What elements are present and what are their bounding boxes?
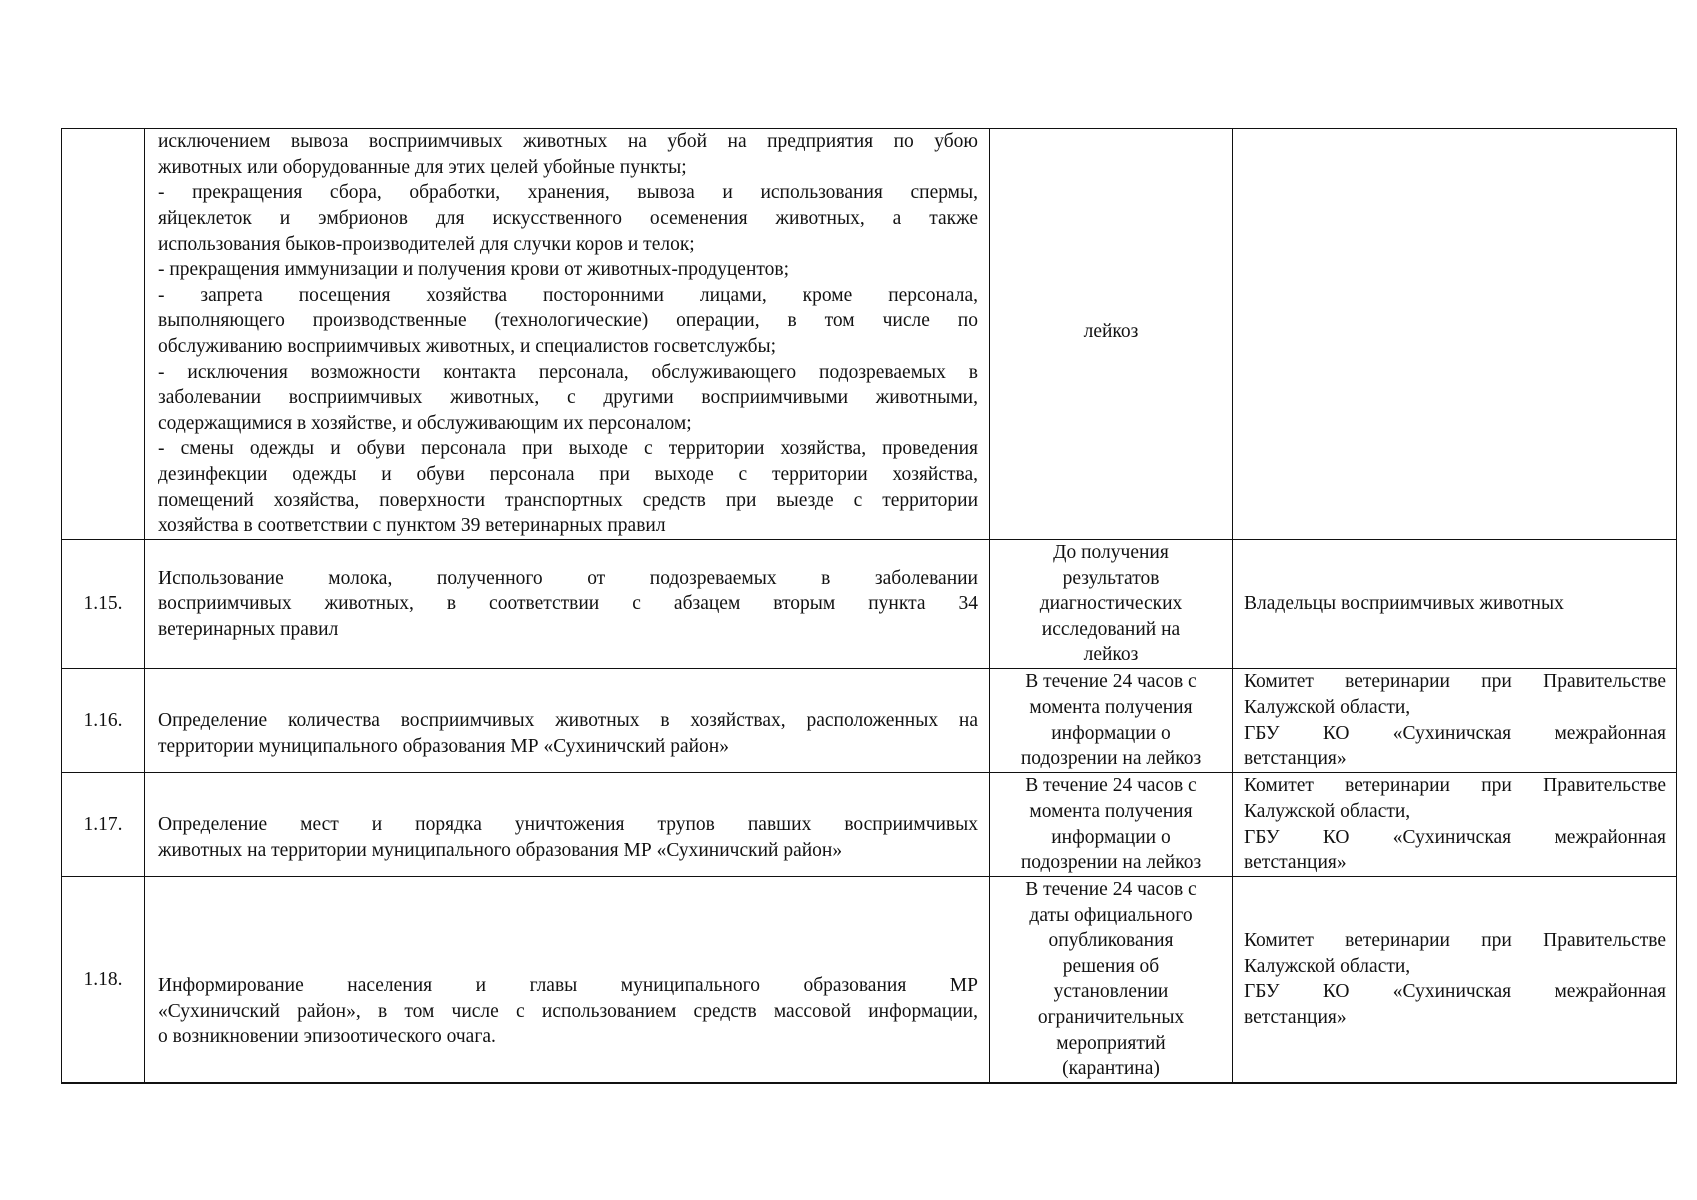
row-term [990, 540, 1233, 669]
responsible-line: Калужской области, [1244, 800, 1411, 822]
row-term [990, 669, 1233, 773]
term-line: диагностических [1039, 593, 1183, 615]
responsible-line: ветстанция» [1244, 748, 1347, 770]
responsible-line: Калужской области, [1244, 955, 1411, 977]
description-line: - прекращения сбора, обработки, хранения, вывоза и использования спермы, [158, 182, 978, 204]
term-line: лейкоз [1083, 321, 1139, 342]
description-line: помещений хозяйства, поверхности транспортных средств при выезде с территории [158, 489, 978, 511]
responsible-line: ветстанция» [1244, 1006, 1347, 1028]
description-line: «Сухиничский район», в том числе с использованием средств массовой информации, [158, 1000, 978, 1022]
responsible-line: Комитет ветеринарии при Правительстве [1244, 775, 1666, 797]
description-line: - исключения возможности контакта персонала, обслуживающего подозреваемых в [158, 361, 978, 383]
table-row [62, 129, 1677, 540]
responsible-line: Комитет ветеринарии при Правительстве [1244, 930, 1666, 952]
row-description [145, 773, 990, 877]
term-line: До получения [1053, 542, 1169, 564]
description-line: обслуживанию восприимчивых животных, и специалистов госветслужбы; [158, 336, 777, 357]
row-responsible [1233, 773, 1677, 877]
table-row [62, 877, 1677, 1083]
description-line: о возникновении эпизоотического очага. [158, 1026, 496, 1048]
description-line: Определение количества восприимчивых животных в хозяйствах, расположенных на [158, 709, 978, 731]
description-line: - прекращения иммунизации и получения крови от животных-продуцентов; [158, 259, 790, 281]
term-line: подозрении на лейкоз [1020, 748, 1202, 770]
description-line: Использование молока, полученного от подозреваемых в заболевании [158, 567, 978, 589]
measures-table-body [62, 129, 1677, 1083]
term-line: решения об [1062, 955, 1160, 977]
row-number: 1.18. [62, 877, 145, 1083]
row-term [990, 773, 1233, 877]
description-line: животных или оборудованные для этих целей убойные пункты; [158, 156, 687, 178]
row-responsible [1233, 877, 1677, 1083]
term-line: исследований на [1041, 618, 1181, 640]
term-line: (карантина) [1062, 1058, 1160, 1080]
table-row [62, 773, 1677, 877]
responsible-line: Комитет ветеринарии при Правительстве [1244, 671, 1666, 693]
term-line: момента получения [1029, 800, 1193, 822]
description-line: заболевании восприимчивых животных, с другими восприимчивыми животными, [158, 387, 978, 409]
description-line: - запрета посещения хозяйства посторонними лицами, кроме персонала, [158, 284, 978, 306]
description-line: использования быков-производителей для случки коров и телок; [158, 233, 695, 255]
responsible-line: ГБУ КО «Сухиничская межрайонная [1244, 722, 1666, 744]
term-line: момента получения [1029, 696, 1193, 718]
description-line: восприимчивых животных, в соответствии с абзацем вторым пункта 34 [158, 593, 978, 615]
responsible-line: ГБУ КО «Сухиничская межрайонная [1244, 981, 1666, 1003]
term-line: В течение 24 часов с [1025, 671, 1197, 693]
description-line: содержащимися в хозяйстве, и обслуживающим их персоналом; [158, 412, 692, 434]
term-line: В течение 24 часов с [1025, 775, 1197, 797]
row-number: 1.15. [62, 540, 145, 669]
responsible-line: ветстанция» [1244, 852, 1347, 874]
responsible-line: Калужской области, [1244, 696, 1411, 718]
table-row [62, 669, 1677, 773]
term-line: информации о [1051, 826, 1171, 848]
table-row [62, 540, 1677, 669]
row-responsible [1233, 540, 1677, 669]
description-line: - смены одежды и обуви персонала при выходе с территории хозяйства, проведения [158, 438, 978, 460]
description-line: выполняющего производственные (технологические) операции, в том числе по [158, 310, 978, 332]
term-line: результатов [1062, 567, 1160, 589]
term-line: лейкоз [1083, 644, 1139, 666]
term-line: установлении [1053, 981, 1169, 1003]
description-line: дезинфекции одежды и обуви персонала при выходе с территории хозяйства, [158, 463, 978, 485]
term-line: подозрении на лейкоз [1020, 852, 1202, 874]
description-line: Определение мест и порядка уничтожения трупов павших восприимчивых [158, 813, 978, 835]
description-line: яйцеклеток и эмбрионов для искусственного осеменения животных, а также [158, 208, 978, 230]
responsible-line: Владельцы восприимчивых животных [1244, 593, 1564, 615]
description-line: хозяйства в соответствии с пунктом 39 ветеринарных правил [158, 515, 666, 537]
term-line: ограничительных [1037, 1006, 1185, 1028]
responsible-line: ГБУ КО «Сухиничская межрайонная [1244, 826, 1666, 848]
description-line: территории муниципального образования МР «Сухиничский район» [158, 735, 729, 757]
row-description [145, 129, 990, 540]
row-number [62, 129, 145, 540]
term-line: опубликования [1048, 930, 1174, 952]
term-line: мероприятий [1056, 1032, 1166, 1054]
row-responsible [1233, 129, 1677, 540]
row-number: 1.16. [62, 669, 145, 773]
row-description [145, 669, 990, 773]
term-line: даты официального [1029, 904, 1193, 926]
row-description [145, 540, 990, 669]
description-line: Информирование населения и главы муниципального образования МР [158, 974, 978, 996]
description-line: исключением вывоза восприимчивых животных на убой на предприятия по убою [158, 131, 978, 153]
row-description [145, 877, 990, 1083]
row-responsible [1233, 669, 1677, 773]
description-line: ветеринарных правил [158, 618, 339, 640]
term-line: информации о [1051, 722, 1171, 744]
row-number: 1.17. [62, 773, 145, 877]
row-term [990, 129, 1233, 540]
measures-table [61, 128, 1677, 1084]
term-line: В течение 24 часов с [1025, 879, 1197, 900]
row-term [990, 877, 1233, 1083]
description-line: животных на территории муниципального образования МР «Сухиничский район» [158, 839, 843, 861]
